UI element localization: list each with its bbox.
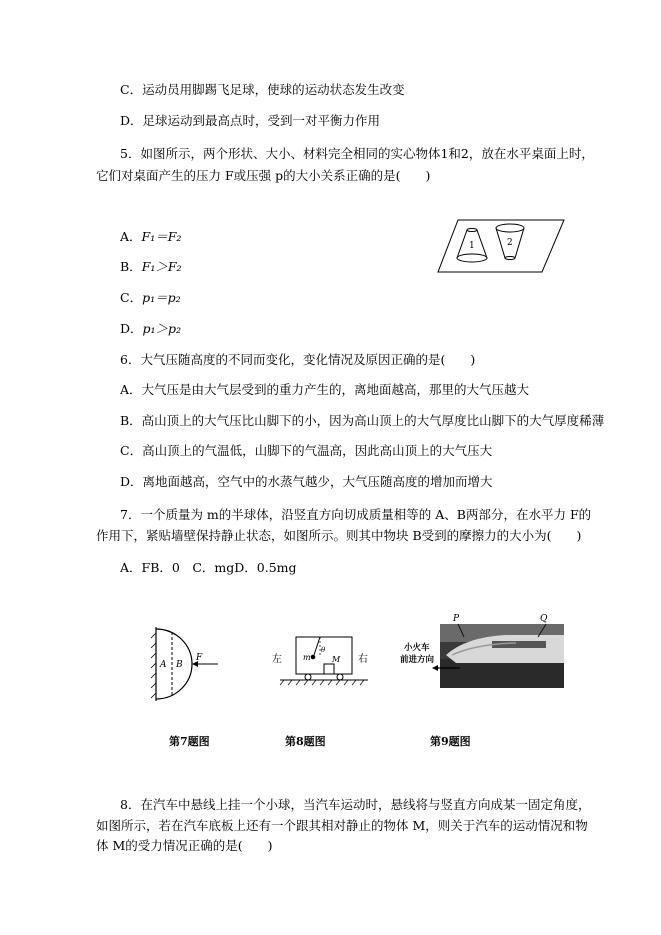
object-1-label: 1 <box>469 241 475 251</box>
object-1-base <box>457 254 487 262</box>
caption-fig8: 第8题图 <box>285 735 326 748</box>
q5-option-b: B．F₁＞F₂ <box>120 259 182 274</box>
q8-stem-line1: 8．在汽车中悬线上挂一个小球，当汽车运动时，悬线将与竖直方向成某一固定角度， <box>120 797 591 812</box>
wheel-right <box>337 674 343 680</box>
q7-options: A．FB．0 C．mgD．0.5mg <box>120 560 297 575</box>
label-p: P <box>453 614 460 624</box>
wheel-left <box>305 674 311 680</box>
small-ball <box>311 655 316 660</box>
label-q: Q <box>540 614 548 624</box>
object-2-top <box>496 224 524 232</box>
q5-stem-line2: 它们对桌面产生的压力 F或压强 p的大小关系正确的是( ) <box>96 168 431 183</box>
label-big-m: M <box>332 655 341 664</box>
label-right: 右 <box>358 654 368 665</box>
q5-option-a: A．F₁＝F₂ <box>120 229 182 244</box>
q6-option-a: A．大气压是由大气层受到的重力产生的，离地面越高，那里的大气压越大 <box>120 382 530 397</box>
q8-stem-line3: 体 M的受力情况正确的是( ) <box>96 838 273 853</box>
sign-line1: 小火车 <box>404 643 430 653</box>
caption-fig7: 第7题图 <box>169 735 210 748</box>
label-theta: θ <box>321 646 326 654</box>
object-2-label: 2 <box>507 238 513 248</box>
label-f: F <box>196 653 203 663</box>
q6-stem: 6．大气压随高度的不同而变化，变化情况及原因正确的是( ) <box>120 352 476 367</box>
object-2-base <box>505 257 515 260</box>
q4-option-c: C．运动员用脚踢飞足球，使球的运动状态发生改变 <box>120 82 405 97</box>
object-1-top <box>467 229 477 232</box>
label-a: A <box>160 660 167 670</box>
q7-stem-line2: 作用下，紧贴墙壁保持静止状态，如图所示。则其中物块 B受到的摩擦力的大小为( ) <box>96 528 582 543</box>
sign-line2: 前进方向 <box>400 655 435 665</box>
q9-figure <box>396 611 566 689</box>
q5-stem-line1: 5．如图所示，两个形状、大小、材料完全相同的实心物体1和2，放在水平桌面上时， <box>120 146 594 161</box>
q7-figure <box>148 625 220 703</box>
q4-option-d: D．足球运动到最高点时，受到一对平衡力作用 <box>120 113 381 128</box>
q8-stem-line2: 如图所示，若在汽车底板上还有一个跟其相对静止的物体 M，则关于汽车的运动情况和物 <box>96 818 588 833</box>
label-b: B <box>176 660 183 670</box>
caption-fig9: 第9题图 <box>430 735 471 748</box>
q5-figure <box>436 218 566 276</box>
label-m: m <box>303 653 311 662</box>
q6-option-d: D．离地面越高，空气中的水蒸气越少，大气压随高度的增加而增大 <box>120 474 493 489</box>
direction-arrow-head <box>432 665 438 671</box>
q8-figure <box>268 633 380 689</box>
q7-stem-line1: 7．一个质量为 m的半球体，沿竖直方向切成质量相等的 A、B两部分，在水平力 F的 <box>120 507 592 522</box>
block-m <box>324 664 334 674</box>
label-left: 左 <box>272 654 282 665</box>
q5-option-d: D．p₁＞p₂ <box>120 321 182 336</box>
q5-option-c: C．p₁＝p₂ <box>120 290 181 305</box>
q6-option-c: C．高山顶上的气温低，山脚下的气温高，因此高山顶上的大气压大 <box>120 443 493 458</box>
hanging-string <box>314 637 320 655</box>
q6-option-b: B．高山顶上的大气压比山脚下的小，因为高山顶上的大气厚度比山脚下的大气厚度稀薄 <box>120 413 605 428</box>
